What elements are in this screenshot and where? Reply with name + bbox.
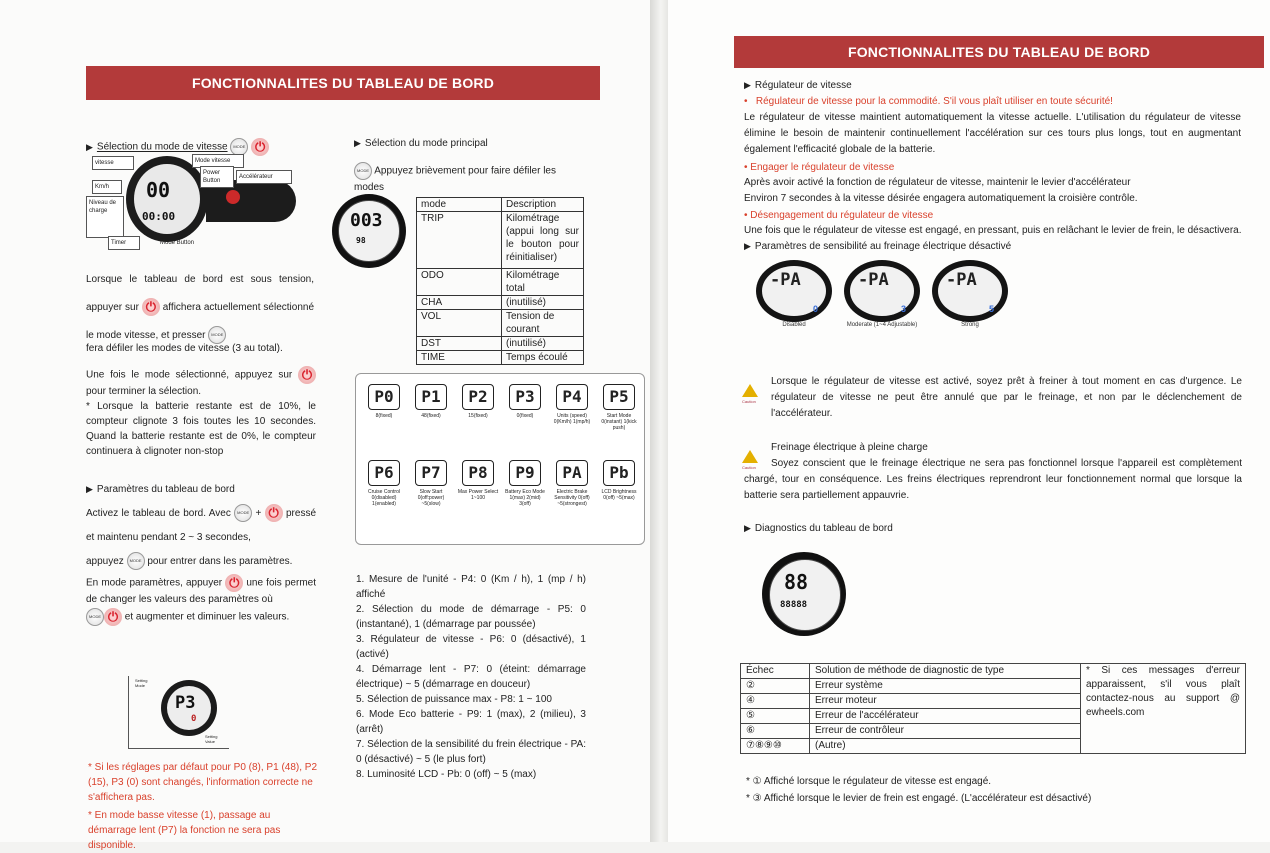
defaults-note: * Si les réglages par défaut pour P0 (8), P1 (48), P2 (15), P3 (0) sont changés, l'information correcte ne s'affichera pas. [88,762,318,803]
mode-button-icon: MODE [86,608,104,626]
brake-warning-title: Freinage électrique à pleine charge [771,442,928,453]
param-cell: PA Electric Brake Sensitivity 0(off) ~5(strongest) [550,460,594,507]
triangle-bullet-icon: ▶ [86,484,93,494]
triangle-bullet-icon: ▶ [744,241,751,251]
right-banner [734,36,1264,68]
label-power-button: Power Button [200,166,234,188]
gauge-label: Strong [961,322,979,328]
power-button-icon: ⏻ [225,574,243,592]
list-item: 5. Sélection de puissance max - P8: 1 ~ 100 [356,694,552,705]
list-item: 3. Régulateur de vitesse - P6: 0 (désactivé), 1 (activé) [356,634,586,660]
table-row: ODO Kilométrage total [417,269,584,296]
list-item: 4. Démarrage lent - P7: 0 (éteint: démarrage électrique) ~ 5 (démarrage en douceur) [356,664,586,690]
table-header-row: Échec Solution de méthode de diagnostic de type * Si ces messages d'erreur apparaissent, s'il vous plaît contactez-nous au support @ ewheels.com [741,664,1246,679]
brake-title: ▶ Paramètres de sensibilité au freinage électrique désactivé [744,241,1012,252]
table-row: TIME Temps écoulé [417,351,584,365]
table-row: ⑥ Erreur de contrôleur [741,724,1246,739]
label-mode-button: Mode Button [160,240,195,246]
bullet-dot-icon: • [744,210,748,221]
table-row: DST (inutilisé) [417,337,584,351]
timer-digits: 00:00 [142,210,176,223]
power-button-dot [226,190,240,204]
gauge-label: Disabled [782,322,806,328]
banner-title: FONCTIONNALITES DU TABLEAU DE BORD [191,75,495,91]
table-row: CHA (inutilisé) [417,296,584,310]
table-row: TRIP Kilométrage (appui long sur le bouton pour réinitialiser) [417,212,584,269]
param-cell: P6 Cruise Control 0(disabled) 1(enabled) [362,460,406,507]
diagnostics-display-sub: 88888 [780,600,808,610]
param-cell: P8 Max Power Select 1~100 [456,460,500,501]
list-item: 6. Mode Eco batterie - P9: 1 (max), 2 (milieu), 3 (arrêt) [356,709,586,735]
triangle-bullet-icon: ▶ [354,138,361,148]
table-row: ② Erreur système [741,679,1246,694]
diagnostics-side-note: * Si ces messages d'erreur apparaissent, s'il vous plaît contactez-nous au support @ ewheels.com [1081,664,1246,754]
table-row: ④ Erreur moteur [741,694,1246,709]
engage-line-1: Après avoir activé la fonction de régulateur de vitesse, maintenir le levier d'accélérateur [744,177,1131,188]
engage-line-2: Environ 7 secondes à la vitesse désirée engagera automatiquement la croisière contrôle. [744,193,1138,204]
speed-digits: 00 [146,178,171,202]
cruise-title: ▶ Régulateur de vitesse [744,80,852,91]
table-header-row [417,198,584,212]
table-header-description: Description [502,198,584,212]
parameter-grid [355,373,645,545]
main-display-sub: 98 [356,236,366,245]
low-speed-note: * En mode basse vitesse (1), passage au démarrage lent (P7) la fonction ne sera pas disponible. [88,810,281,851]
table-row: VOL Tension de courant [417,310,584,337]
disengage-title: • Désengagement du régulateur de vitesse [744,210,934,221]
main-mode-intro: MODE Appuyez brièvement pour faire défiler les modes [354,162,582,195]
mode-button-icon: MODE [230,138,248,156]
engage-title: • Engager le régulateur de vitesse [744,162,895,173]
list-item: 8. Luminosité LCD - Pb: 0 (off) ~ 5 (max) [356,769,537,780]
list-item: 2. Sélection du mode de démarrage - P5: 0 (instantané), 1 (démarrage par poussée) [356,604,586,630]
main-mode-title: ▶ Sélection du mode principal [354,138,488,149]
mode-button-icon: MODE [208,326,226,344]
param-cell: P1 48(fixed) [409,384,453,419]
triangle-bullet-icon: ▶ [744,80,751,90]
table-header-mode: mode [417,198,502,212]
label-niveau-charge: Niveau de charge [86,196,124,238]
activate-paragraph: Activez le tableau de bord. Avec MODE + ⏻ pressé et maintenu pendant 2 ~ 3 secondes, appuyez MODE pour entrer dans les paramètres. [86,502,316,574]
param-cell: P7 Slow Start 0(off:power) ~5(slow) [409,460,453,507]
setting-display-illustration [128,676,229,749]
cruise-body: Le régulateur de vitesse maintient automatiquement la vitesse actuelle. L'utilisation du régulateur de vitesse élimine le besoin de maintenir continuellement l'accélération sur ces tours plus longs, tout en augmentant également l'efficacité globale de la batterie. [744,112,1241,155]
param-cell: Pb LCD Brightness 0(off) ~5(max) [597,460,641,501]
mode-button-icon: MODE [127,552,145,570]
diagnostics-display-digits: 88 [784,570,809,594]
footnote-cruise: * ① Affiché lorsque le régulateur de vitesse est engagé. [746,776,992,787]
setting-value-label: Setting Value [205,734,218,744]
book-gutter [650,0,668,842]
table-row: ⑤ Erreur de l'accélérateur [741,709,1246,724]
footnote-brake: * ③ Affiché lorsque le levier de frein est engagé. (L'accélérateur est désactivé) [746,793,1092,804]
diagnostics-table [740,663,1246,754]
mode-table [416,197,584,365]
caution-label: Caution [742,465,756,470]
caution-label: Caution [742,399,756,404]
list-item: 7. Sélection de la sensibilité du frein électrique - PA: 0 (désactivé) ~ 5 (le plus fort) [356,739,586,765]
diagnostics-title: ▶ Diagnostics du tableau de bord [744,523,893,534]
brake-warning-body: Soyez conscient que le freinage électrique ne sera pas fonctionnel lorsque l'appareil est complètement chargé, tour en conséquence. Les freins électriques reprendront leur fonctionnement normal que lorsque la batterie sera partiellement appauvrie. [744,458,1242,501]
label-mode-vitesse: Mode vitesse [192,154,244,168]
triangle-bullet-icon: ▶ [744,523,751,533]
left-banner [86,66,600,100]
param-cell: P9 Battery Eco Mode 1(max) 2(mid) 3(off) [503,460,547,507]
settings-list [356,572,586,782]
params-title: ▶ Paramètres du tableau de bord [86,484,235,495]
list-item: 1. Mesure de l'unité - P4: 0 (Km / h), 1 (mp / h) affiché [356,574,586,600]
dashboard-diagram [86,152,320,252]
main-display-digits: 003 [350,210,383,231]
label-vitesse: vitesse [92,156,134,170]
bullet-dot-icon: • [744,96,748,107]
setting-mode-label: Setting Mode [135,678,148,688]
setting-p3-digits: P3 [175,693,196,713]
param-cell: P0 8(fixed) [362,384,406,419]
label-accelerateur: Accélérateur [236,170,292,184]
setting-value-digit: 0 [191,714,197,724]
power-button-icon: ⏻ [104,608,122,626]
mode-button-icon: MODE [234,504,252,522]
param-mode-paragraph: En mode paramètres, appuyer ⏻ une fois permet de changer les valeurs des paramètres où MODE ⏻ et augmenter et diminuer les valeurs. [86,575,316,624]
param-cell: P3 0(fixed) [503,384,547,419]
param-cell: P5 Start Mode 0(instant) 1(kick push) [597,384,641,431]
brake-gauge: -PA 3 [844,260,920,322]
power-button-icon: ⏻ [298,366,316,384]
bullet-dot-icon: • [744,162,748,173]
speed-mode-title: ▶ Sélection du mode de vitesse MODE ⏻ [86,138,286,156]
power-button-icon: ⏻ [265,504,283,522]
brake-gauge: -PA 0 [756,260,832,322]
brake-gauge: -PA 5 [932,260,1008,322]
label-kmh: Km/h [92,180,122,194]
power-button-icon: ⏻ [142,298,160,316]
caution-icon [742,384,758,397]
gauge-label: Moderate (1~4 Adjustable) [846,322,918,328]
disengage-body: Une fois que le régulateur de vitesse est engagé, en pressant, puis en relâchant le levier de frein, le désactivera. [744,225,1242,236]
param-cell: P4 Units (speed) 0(Km/h) 1(mp/h) [550,384,594,425]
banner-title: FONCTIONNALITES DU TABLEAU DE BORD [847,44,1151,60]
select-paragraph: Une fois le mode sélectionné, appuyez sur ⏻ pour terminer la sélection. * Lorsque la batterie restante est de 10%, le compteur clignote 3 fois toutes les 10 secondes. Quand la batterie restante est de 0%, le compteur continuera à clignoter non-stop [86,367,316,457]
triangle-bullet-icon: ▶ [86,141,93,152]
power-on-paragraph: Lorsque le tableau de bord est sous tension, appuyer sur ⏻ affichera actuellement sélectionné le mode vitesse, et presser MODE [86,266,314,350]
mode-button-icon: MODE [354,162,372,180]
table-row: ⑦⑧⑨⑩ (Autre) [741,739,1246,754]
power-on-paragraph-end: fera défiler les modes de vitesse (3 au total). [86,343,283,354]
param-cell: P2 15(fixed) [456,384,500,419]
label-timer: Timer [108,236,140,250]
cruise-red-line: • Régulateur de vitesse pour la commodité. S'il vous plaît utiliser en toute sécurité! [744,96,1113,107]
cruise-warning: Lorsque le régulateur de vitesse est activé, soyez prêt à freiner à tout moment en cas d'urgence. Le régulateur de vitesse ne peut être annulé que par le freinage, et non par le déclenchement de l'accélérateur. [771,376,1242,419]
power-button-icon: ⏻ [251,138,269,156]
